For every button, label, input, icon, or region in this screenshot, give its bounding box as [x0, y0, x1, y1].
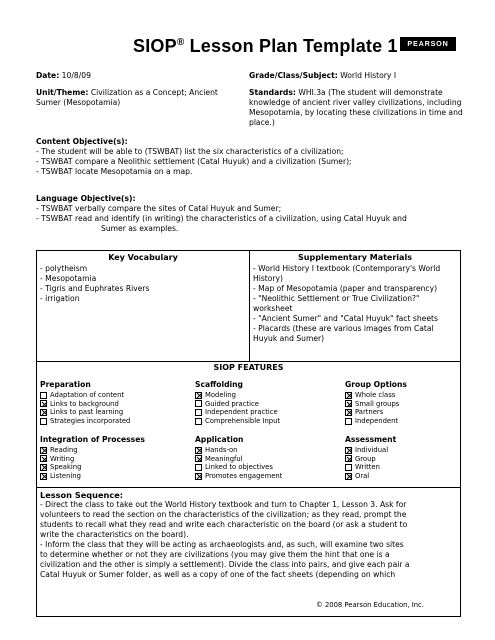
integration-label: Integration of Processes [40, 435, 145, 444]
checkbox-icon [195, 418, 202, 425]
vocab-heading: Key Vocabulary [108, 253, 178, 262]
materials-heading: Supplementary Materials [298, 253, 412, 262]
group-options-label: Group Options [345, 380, 407, 389]
checkbox-option[interactable]: Whole class [345, 391, 475, 400]
checkbox-icon [345, 473, 352, 480]
checkbox-option[interactable]: Writing [40, 455, 170, 464]
checkbox-icon [40, 400, 47, 407]
preparation-group [40, 380, 170, 425]
assessment-group [345, 435, 475, 480]
scaffolding-label: Scaffolding [195, 380, 243, 389]
language-objective-item: - TSWBAT verbally compare the sites of Catal Huyuk and Sumer; [36, 204, 282, 213]
table-divider [249, 251, 250, 361]
content-objective-item: - The student will be able to (TSWBAT) list the six characteristics of a civilization; [36, 147, 344, 156]
grade-field: Grade/Class/Subject: World History I [249, 71, 397, 80]
standards-field: Standards: WHI.3a (The student will demonstrate knowledge of ancient river valley civilizations, including Mesopotamia, by locating these civilizations in time and place.) [249, 88, 463, 127]
checkbox-option[interactable]: Independent [345, 417, 475, 426]
sequence-line: to determine whether or not they are civilizations (you may give them the hint that one is a [40, 550, 390, 559]
material-item: - Map of Mesopotamia (paper and transparency) [253, 284, 438, 293]
material-item: - Placards (these are various images from Catal Huyuk and Sumer) [253, 324, 434, 343]
checkbox-icon [345, 400, 352, 407]
lesson-table [36, 250, 461, 617]
checkbox-icon [195, 409, 202, 416]
vocab-item: - Mesopotamia [40, 274, 97, 283]
lesson-sequence-label: Lesson Sequence: [40, 490, 124, 500]
group-options-group [345, 380, 475, 425]
checkbox-icon [195, 473, 202, 480]
vocab-list [40, 264, 245, 304]
checkbox-option[interactable]: Strategies incorporated [40, 417, 170, 426]
sequence-line: students to recall what they read and write each characteristic on the board (or ask a student to [40, 520, 408, 529]
scaffolding-group [195, 380, 325, 425]
language-objective-item: Sumer as examples. [101, 224, 179, 233]
checkbox-option[interactable]: Guided practice [195, 400, 325, 409]
checkbox-option[interactable]: Small groups [345, 400, 475, 409]
checkbox-icon [195, 447, 202, 454]
checkbox-icon [345, 418, 352, 425]
pearson-logo: PEARSON [400, 37, 456, 51]
checkbox-icon [345, 447, 352, 454]
checkbox-option[interactable]: Comprehensible Input [195, 417, 325, 426]
content-objectives [36, 137, 461, 177]
checkbox-option[interactable]: Oral [345, 472, 475, 481]
copyright-footer: © 2008 Pearson Education, Inc. [316, 601, 424, 609]
vocab-item: - polytheism [40, 264, 88, 273]
sequence-line: - Direct the class to take out the World History textbook and turn to Chapter 1, Lesson 3. Ask for [40, 500, 407, 509]
sequence-line: - Inform the class that they will be acting as archaeologists and, as such, will examine two sites [40, 540, 404, 549]
language-objectives-label: Language Objective(s): [36, 194, 136, 203]
unit-theme-field: Unit/Theme: Civilization as a Concept; Ancient Sumer (Mesopotamia) [36, 88, 218, 107]
checkbox-option[interactable]: Links to background [40, 400, 170, 409]
checkbox-icon [40, 418, 47, 425]
checkbox-icon [40, 473, 47, 480]
content-objective-item: - TSWBAT locate Mesopotamia on a map. [36, 167, 193, 176]
content-objectives-label: Content Objective(s): [36, 137, 128, 146]
checkbox-option[interactable]: Partners [345, 408, 475, 417]
checkbox-icon [195, 392, 202, 399]
checkbox-option[interactable]: Independent practice [195, 408, 325, 417]
language-objective-item: - TSWBAT read and identify (in writing) the characteristics of a civilization, using Catal Huyuk and [36, 214, 407, 223]
date-field: Date: 10/8/09 [36, 71, 91, 80]
checkbox-icon [195, 400, 202, 407]
siop-features-heading: SIOP FEATURES [213, 363, 284, 372]
checkbox-icon [40, 409, 47, 416]
material-item: - "Neolithic Settlement or True Civilization?" worksheet [253, 294, 420, 313]
checkbox-option[interactable]: Written [345, 463, 475, 472]
checkbox-icon [40, 447, 47, 454]
language-objectives [36, 194, 461, 234]
assessment-label: Assessment [345, 435, 397, 444]
checkbox-icon [40, 392, 47, 399]
table-divider [37, 487, 460, 488]
checkbox-icon [345, 409, 352, 416]
checkbox-option[interactable]: Group [345, 455, 475, 464]
integration-group [40, 435, 170, 480]
checkbox-icon [345, 464, 352, 471]
checkbox-icon [345, 455, 352, 462]
checkbox-icon [40, 464, 47, 471]
sequence-line: volunteers to read the section on the characteristics of the civilization; as they read, prompt the [40, 510, 407, 519]
checkbox-option[interactable]: Linked to objectives [195, 463, 325, 472]
checkbox-option[interactable]: Modeling [195, 391, 325, 400]
lesson-sequence [40, 490, 458, 580]
table-divider [37, 361, 460, 362]
material-item: - World History I textbook (Contemporary's World History) [253, 264, 441, 283]
sequence-line: civilization and the other is simply a settlement). Divide the class into pairs, and give each pair a [40, 560, 410, 569]
checkbox-icon [40, 455, 47, 462]
sequence-line: Catal Huyuk or Sumer folder, as well as a copy of one of the fact sheets (depending on which [40, 570, 396, 579]
checkbox-option[interactable]: Individual [345, 446, 475, 455]
checkbox-option[interactable]: Meaningful [195, 455, 325, 464]
sequence-line: write the characteristics on the board). [40, 530, 189, 539]
materials-list [253, 264, 457, 344]
page-title: SIOP® Lesson Plan Template 1 [133, 36, 398, 56]
preparation-label: Preparation [40, 380, 91, 389]
checkbox-icon [195, 455, 202, 462]
checkbox-option[interactable]: Hands-on [195, 446, 325, 455]
application-group [195, 435, 325, 480]
content-objective-item: - TSWBAT compare a Neolithic settlement (Catal Huyuk) and a civilization (Sumer); [36, 157, 352, 166]
checkbox-option[interactable]: Links to past learning [40, 408, 170, 417]
vocab-item: - irrigation [40, 294, 80, 303]
vocab-item: - Tigris and Euphrates Rivers [40, 284, 150, 293]
checkbox-icon [345, 392, 352, 399]
checkbox-option[interactable]: Reading [40, 446, 170, 455]
material-item: - "Ancient Sumer" and "Catal Huyuk" fact sheets [253, 314, 438, 323]
checkbox-option[interactable]: Listening [40, 472, 170, 481]
checkbox-option[interactable]: Promotes engagement [195, 472, 325, 481]
checkbox-option[interactable]: Adaptation of content [40, 391, 170, 400]
checkbox-option[interactable]: Speaking [40, 463, 170, 472]
application-label: Application [195, 435, 244, 444]
checkbox-icon [195, 464, 202, 471]
